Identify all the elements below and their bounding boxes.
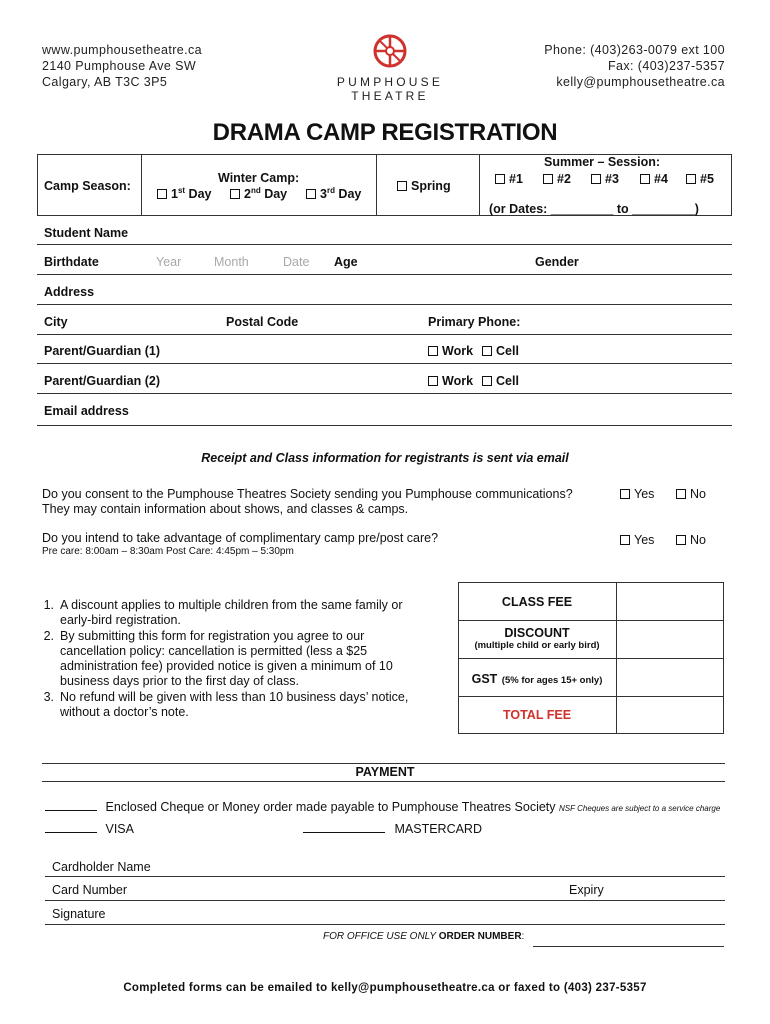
- summer-session-1-option[interactable]: #1: [495, 172, 523, 186]
- parent-1-work-option[interactable]: Work: [428, 344, 473, 358]
- checkbox-icon: [686, 174, 696, 184]
- nsf-note: NSF Cheques are subject to a service charge: [559, 804, 721, 813]
- checkbox-icon: [428, 376, 438, 386]
- mastercard-option[interactable]: MASTERCARD: [303, 822, 482, 836]
- spring-option[interactable]: Spring: [397, 179, 451, 193]
- age-label: Age: [334, 255, 358, 269]
- winter-day-2-option[interactable]: 2nd Day: [230, 186, 287, 201]
- address-label: Address: [44, 285, 95, 299]
- discount-label: DISCOUNT (multiple child or early bird): [474, 626, 600, 651]
- policy-notes: [34, 598, 426, 720]
- checkbox-icon: [676, 489, 686, 499]
- expiry-label: Expiry: [569, 883, 604, 897]
- fax-text: Fax: (403)237-5357: [608, 59, 725, 73]
- class-fee-label: CLASS FEE: [501, 595, 573, 609]
- email-address-label: Email address: [44, 404, 129, 418]
- parent-1-label: Parent/Guardian (1): [44, 344, 160, 358]
- signature-label: Signature: [52, 907, 106, 921]
- birth-month-placeholder[interactable]: Month: [214, 255, 249, 269]
- student-name-label: Student Name: [44, 226, 129, 240]
- checkbox-icon: [482, 376, 492, 386]
- postal-code-label: Postal Code: [226, 315, 299, 329]
- payment-heading: PAYMENT: [355, 765, 415, 779]
- consent-1-no-option[interactable]: No: [676, 487, 706, 501]
- checkbox-icon: [428, 346, 438, 356]
- care-times-text: Pre care: 8:00am – 8:30am Post Care: 4:45pm – 5:30pm: [42, 546, 294, 557]
- card-number-label: Card Number: [52, 883, 128, 897]
- checkbox-icon: [543, 174, 553, 184]
- policy-note-1: 1. A discount applies to multiple children from the same family or early-bird registration.: [43, 598, 403, 628]
- email-text: kelly@pumphousetheatre.ca: [556, 75, 725, 89]
- page-title: DRAMA CAMP REGISTRATION: [212, 119, 558, 146]
- parent-2-label: Parent/Guardian (2): [44, 374, 160, 388]
- checkbox-icon: [620, 535, 630, 545]
- checkbox-icon: [620, 489, 630, 499]
- cheque-blank[interactable]: [45, 810, 97, 811]
- parent-2-work-option[interactable]: Work: [428, 374, 473, 388]
- summer-dates-field[interactable]: (or Dates: _________ to _________): [489, 202, 699, 216]
- logo-text: PUMPHOUSE THEATRE: [336, 75, 444, 103]
- primary-phone-label: Primary Phone:: [428, 315, 521, 329]
- birthdate-label: Birthdate: [44, 255, 99, 269]
- birth-date-placeholder[interactable]: Date: [283, 255, 310, 269]
- cheque-option[interactable]: Enclosed Cheque or Money order made payable to Pumphouse Theatres Society NSF Cheques are subject to a service charge: [45, 800, 720, 814]
- winter-camp-label: Winter Camp:: [218, 171, 300, 185]
- checkbox-icon: [640, 174, 650, 184]
- gst-label: GST (5% for ages 15+ only): [471, 672, 603, 686]
- header-contact: [544, 42, 725, 90]
- gender-label: Gender: [535, 255, 579, 269]
- summer-session-label: Summer – Session:: [544, 155, 661, 169]
- receipt-note: Receipt and Class information for registrants is sent via email: [201, 451, 569, 465]
- visa-blank[interactable]: [45, 832, 97, 833]
- website-text: www.pumphousetheatre.ca: [42, 43, 202, 57]
- street-text: 2140 Pumphouse Ave SW: [42, 59, 197, 73]
- summer-session-3-option[interactable]: #3: [591, 172, 619, 186]
- consent-question-2: Do you intend to take advantage of complimentary camp pre/post care?: [42, 531, 439, 545]
- checkbox-icon: [157, 189, 167, 199]
- winter-day-3-option[interactable]: 3rd Day: [306, 186, 361, 201]
- consent-1-yes-option[interactable]: Yes: [620, 487, 654, 501]
- pumphouse-logo-icon: [372, 33, 408, 69]
- mastercard-blank[interactable]: [303, 832, 385, 833]
- consent-2-no-option[interactable]: No: [676, 533, 706, 547]
- checkbox-icon: [397, 181, 407, 191]
- parent-1-cell-option[interactable]: Cell: [482, 344, 519, 358]
- winter-day-1-option[interactable]: 1st Day: [157, 186, 211, 201]
- total-fee-label: TOTAL FEE: [502, 708, 572, 722]
- city-text: Calgary, AB T3C 3P5: [42, 75, 168, 89]
- office-use-text: FOR OFFICE USE ONLY ORDER NUMBER:: [323, 931, 525, 942]
- birth-year-placeholder[interactable]: Year: [156, 255, 182, 269]
- camp-season-label: Camp Season:: [44, 179, 131, 193]
- footer-note: Completed forms can be emailed to kelly@pumphousetheatre.ca or faxed to (403) 237-5357: [123, 982, 647, 994]
- summer-session-2-option[interactable]: #2: [543, 172, 571, 186]
- checkbox-icon: [676, 535, 686, 545]
- consent-question-1: Do you consent to the Pumphouse Theatres Society sending you Pumphouse communications? They may contain information about shows, and classes & camps.: [42, 487, 573, 516]
- policy-note-3: 3. No refund will be given with less than 10 business days’ notice, without a doctor’s note.: [43, 689, 409, 720]
- checkbox-icon: [306, 189, 316, 199]
- checkbox-icon: [591, 174, 601, 184]
- header-address: [42, 42, 202, 90]
- visa-option[interactable]: VISA: [45, 822, 134, 836]
- summer-session-4-option[interactable]: #4: [640, 172, 668, 186]
- checkbox-icon: [230, 189, 240, 199]
- parent-2-cell-option[interactable]: Cell: [482, 374, 519, 388]
- city-label: City: [44, 315, 68, 329]
- policy-note-2: 2. By submitting this form for registration you agree to our cancellation policy: cancellation is permitted (less a $25 administration fee) provided notice is given a minimum of 10 business days prior to the first day of class.: [43, 628, 393, 689]
- checkbox-icon: [495, 174, 505, 184]
- consent-2-yes-option[interactable]: Yes: [620, 533, 654, 547]
- cardholder-name-label: Cardholder Name: [52, 860, 151, 874]
- phone-text: Phone: (403)263-0079 ext 100: [544, 43, 725, 57]
- checkbox-icon: [482, 346, 492, 356]
- summer-session-5-option[interactable]: #5: [686, 172, 714, 186]
